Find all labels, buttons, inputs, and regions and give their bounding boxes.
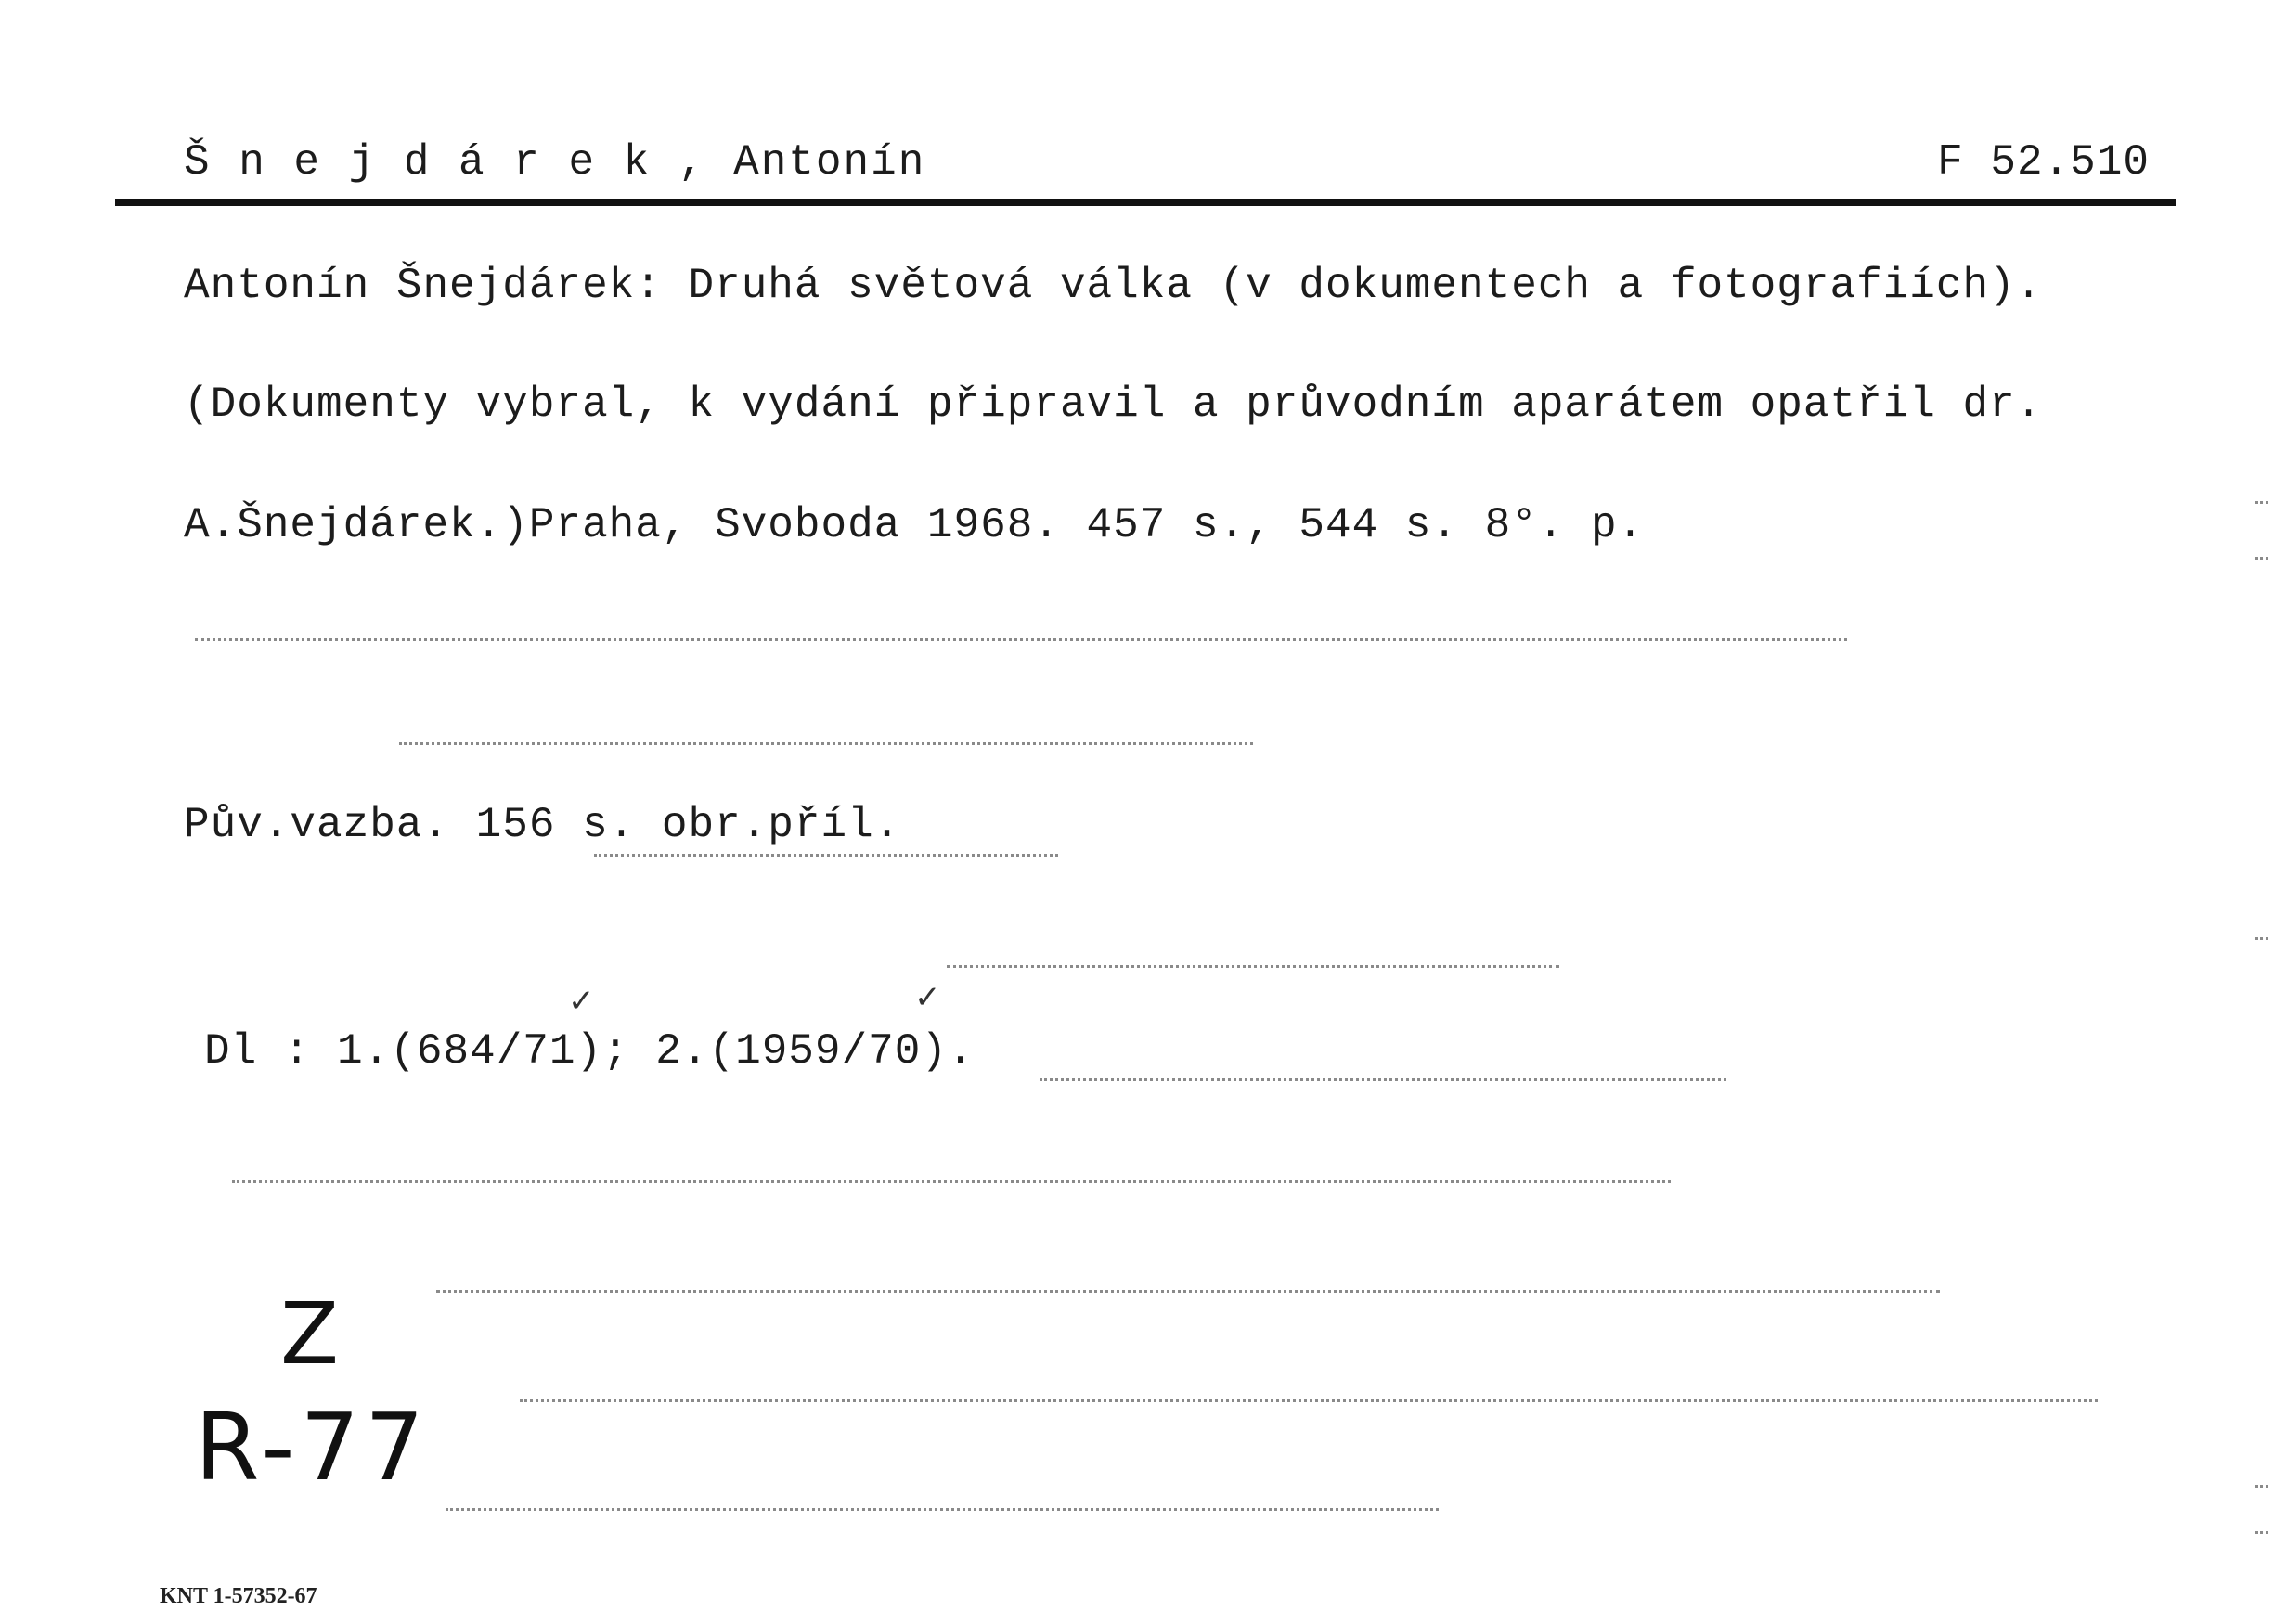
editor-note-line: (Dokumenty vybral, k vydání připravil a průvodním aparátem opatřil dr. xyxy=(184,380,2043,429)
binding-line: Pův.vazba. 156 s. obr.příl. xyxy=(184,801,901,849)
guide-line xyxy=(1040,1078,1726,1081)
guide-line xyxy=(520,1399,2098,1402)
handwritten-signature-r: R-77 xyxy=(195,1393,430,1502)
heading-rule xyxy=(115,199,2176,206)
title-line: Antonín Šnejdárek: Druhá světová válka (v dokumentech a fotografiích). xyxy=(184,262,2043,310)
guide-line xyxy=(232,1180,1671,1183)
imprint-line: A.Šnejdárek.)Praha, Svoboda 1968. 457 s., 544 s. 8°. p. xyxy=(184,501,1645,549)
margin-tick xyxy=(2255,937,2268,940)
margin-tick xyxy=(2255,557,2268,560)
guide-line xyxy=(195,638,1847,641)
guide-line xyxy=(947,965,1559,968)
margin-tick xyxy=(2255,1485,2268,1488)
guide-line xyxy=(399,742,1253,745)
handwritten-mark-z: Z xyxy=(280,1284,340,1384)
guide-line xyxy=(446,1508,1439,1511)
check-mark-icon: ✓ xyxy=(914,979,941,1016)
printer-imprint: KNT 1-57352-67 xyxy=(160,1584,317,1608)
guide-line xyxy=(594,854,1058,857)
holdings-line: Dl : 1.(684/71); 2.(1959/70). xyxy=(204,1027,975,1076)
margin-tick xyxy=(2255,1531,2268,1534)
guide-line xyxy=(436,1290,1940,1293)
shelf-mark: F 52.510 xyxy=(1937,138,2150,187)
author-heading: Š n e j d á r e k , Antonín xyxy=(184,138,926,187)
check-mark-icon: ✓ xyxy=(568,983,595,1020)
margin-tick xyxy=(2255,501,2268,504)
